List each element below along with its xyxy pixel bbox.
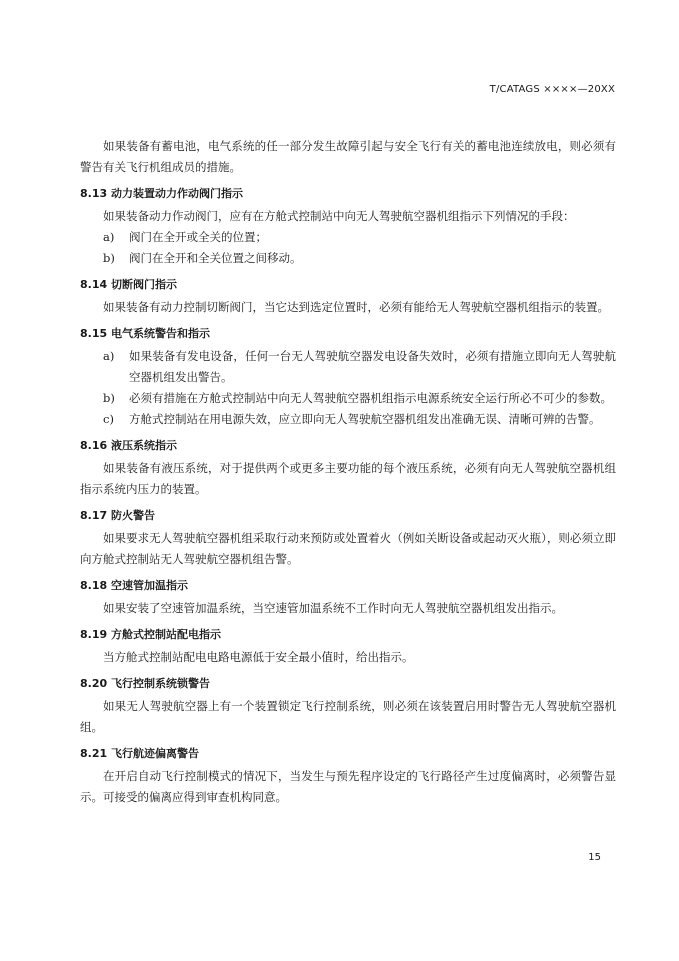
list-item [80, 248, 616, 269]
section-heading: 8.18 空速管加温指示 [80, 579, 188, 592]
list-item [80, 346, 616, 388]
document-body [80, 136, 616, 808]
section-heading: 8.21 飞行航迹偏离警告 [80, 747, 199, 760]
list [80, 227, 616, 269]
list-item [80, 388, 616, 409]
page-number: 15 [588, 852, 601, 863]
paragraph: 如果安装了空速管加温系统，当空速管加温系统不工作时向无人驾驶航空器机组发出指示。 [103, 601, 563, 615]
list-item-text: 方舱式控制站在用电源失效，应立即向无人驾驶航空器机组发出准确无误、清晰可辨的告警。 [129, 412, 601, 426]
list-marker: b) [103, 251, 115, 265]
paragraph: 如果装备动力作动阀门，应有在方舱式控制站中向无人驾驶航空器机组指示下列情况的手段： [103, 209, 575, 223]
section-heading: 8.14 切断阀门指示 [80, 278, 177, 291]
paragraph: 如果要求无人驾驶航空器机组采取行动来预防或处置着火（例如关断设备或起动灭火瓶），则必须立即向方舱式控制站无人驾驶航空器机组告警。 [80, 531, 616, 566]
paragraph: 如果装备有蓄电池，电气系统的任一部分发生故障引起与安全飞行有关的蓄电池连续放电，则必须有警告有关飞行机组成员的措施。 [80, 139, 616, 174]
list-item-text: 阀门在全开和全关位置之间移动。 [129, 251, 302, 265]
paragraph: 在开启自动飞行控制模式的情况下，当发生与预先程序设定的飞行路径产生过度偏离时，必须警告显示。可接受的偏离应得到审查机构同意。 [80, 769, 616, 804]
list-item-text: 阀门在全开或全关的位置； [129, 230, 267, 244]
section-heading: 8.20 飞行控制系统锁警告 [80, 677, 210, 690]
paragraph: 当方舱式控制站配电电路电源低于安全最小值时，给出指示。 [103, 650, 414, 664]
section-heading: 8.19 方舱式控制站配电指示 [80, 628, 221, 641]
list-item-text: 如果装备有发电设备，任何一台无人驾驶航空器发电设备失效时，必须有措施立即向无人驾驶航空器机组发出警告。 [129, 349, 616, 384]
paragraph: 如果装备有动力控制切断阀门，当它达到选定位置时，必须有能给无人驾驶航空器机组指示的装置。 [103, 300, 609, 314]
section-heading: 8.17 防火警告 [80, 509, 155, 522]
list-item [80, 409, 616, 430]
list [80, 346, 616, 430]
paragraph: 如果无人驾驶航空器上有一个装置锁定飞行控制系统，则必须在该装置启用时警告无人驾驶航空器机组。 [80, 699, 616, 734]
section-heading: 8.15 电气系统警告和指示 [80, 327, 210, 340]
list-marker: a) [103, 230, 115, 244]
list-marker: a) [103, 349, 115, 363]
list-marker: b) [103, 391, 115, 405]
list-marker: c) [103, 412, 114, 426]
section-heading: 8.16 液压系统指示 [80, 439, 177, 452]
section-heading: 8.13 动力装置动力作动阀门指示 [80, 187, 243, 200]
list-item-text: 必须有措施在方舱式控制站中向无人驾驶航空器机组指示电源系统安全运行所必不可少的参数。 [129, 391, 612, 405]
list-item [80, 227, 616, 248]
document-code: T/CATAGS ××××—20XX [489, 84, 615, 95]
paragraph: 如果装备有液压系统，对于提供两个或更多主要功能的每个液压系统，必须有向无人驾驶航空器机组指示系统内压力的装置。 [80, 461, 616, 496]
